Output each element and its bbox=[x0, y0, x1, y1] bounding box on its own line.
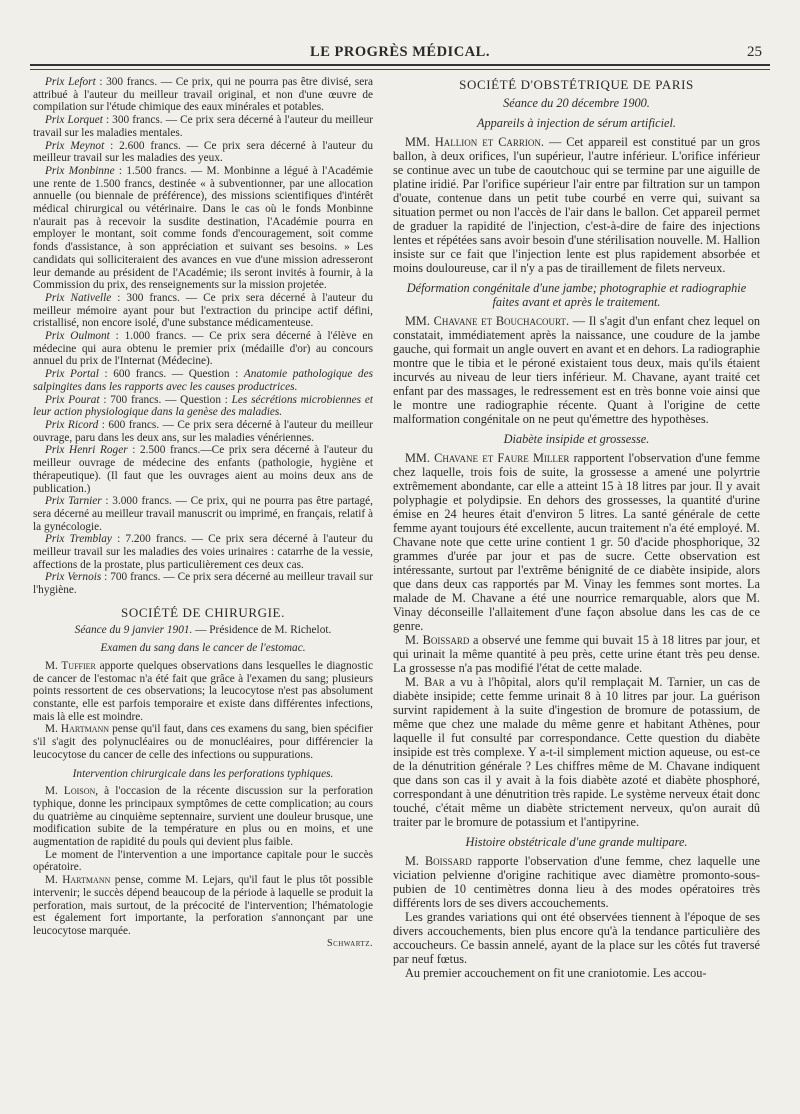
prize-entry bbox=[33, 394, 373, 419]
speaker-name: M. Tuffier bbox=[45, 659, 96, 672]
prize-text: : 3.000 francs. — Ce prix, qui ne pourra pas être partagé, sera décerné au meilleur travail manuscrit ou imprimé, en français, relatif à la gynécologie. bbox=[33, 495, 373, 533]
paragraph: Les grandes variations qui ont été observées tiennent à l'époque de ses divers accouchements, bien plus encore qu'à la tendance particulière des accoucheurs. Ce bassin annelé, ayant de la place sur les côtés fut traversé par neuf fœtus. bbox=[393, 910, 760, 966]
prize-name: Prix Pourat bbox=[45, 393, 100, 406]
journal-title: LE PROGRÈS MÉDICAL. bbox=[310, 44, 490, 60]
subheading: Déformation congénitale d'une jambe; photographie et radiographie faites avant et après le traitement. bbox=[406, 281, 747, 309]
prize-text: : 2.500 francs.—Ce prix sera décerné à l'auteur du meilleur ouvrage de médecine des enfants (pathologie, hygiène et thérapeutique). (Il faut que les ouvrages aient au moins deux ans de publication.) bbox=[33, 444, 373, 495]
session-line: Séance du 20 décembre 1900. bbox=[503, 96, 650, 110]
prize-entry bbox=[33, 140, 373, 165]
paragraph bbox=[393, 633, 760, 675]
prize-name: Prix Tremblay bbox=[45, 533, 112, 546]
speaker-name: M. Boissard bbox=[405, 633, 470, 647]
speaker-name: MM. Chavane et Bouchacourt. bbox=[405, 314, 570, 328]
paragraph-text: rapporte l'observation d'une femme, chez laquelle une viciation pelvienne d'origine rachitique avec diamètre promonto-sous-pubien de 10 centimètres donna lieu à des modes opératoires très différents lors de ses divers accouchements. bbox=[393, 854, 760, 910]
prize-list bbox=[33, 76, 373, 597]
subheading: Appareils à injection de sérum artificiel. bbox=[477, 116, 676, 130]
prize-text: : 2.600 francs. — Ce prix sera décerné à l'auteur du meilleur travail sur les maladies des yeux. bbox=[33, 139, 373, 165]
prize-name: Prix Nativelle bbox=[45, 291, 112, 304]
header-rule-thick bbox=[30, 64, 770, 66]
paragraph-text: pense qu'il faut, dans ces examens du sang, bien spécifier s'il s'agit des polynucléaires ou de monucléaires, pour différencier la leucocytose du cancer de celle des infections ou suppurations. bbox=[33, 723, 373, 761]
prize-text: : 700 francs. — Question : bbox=[99, 393, 232, 406]
prize-question: Anatomie pathologique des salpingites dans les rapports avec les causes productrices. bbox=[33, 368, 373, 393]
prize-name: Prix Meynot bbox=[45, 139, 105, 152]
paragraph: Au premier accouchement on fit une craniotomie. Les accou- bbox=[405, 966, 707, 980]
prize-name: Prix Ricord bbox=[45, 418, 99, 431]
session-line bbox=[33, 624, 373, 637]
paragraph-text: a vu à l'hôpital, alors qu'il remplaçait M. Tarnier, un cas de diabète insipide; cette femme urinait 8 à 10 litres par jour. La guérison survint rapidement à la suite d'ingestion de bromure de potassium, de même que chez une malade du même genre et habitant Athènes, pour laquelle il fut consulté par correspondance. Cette question du diabète insipide est très complexe. Y a-t-il simplement miction aqueuse, ou est-ce de la dénutrition générale ? Les chiffres même de M. Chavane indiquent que dans son cas il y avait à la fois diabète azoté et diabète phosphoré, correspondant à une dénutrition très rapide. Le système nerveux était donc touché, c'était même un diabète strictement nerveux, qu'on aurait dû traiter par le bromure de potassium et l'antipyrine. bbox=[393, 675, 760, 829]
header-rule-thin bbox=[30, 69, 770, 70]
paragraph-text: apporte quelques observations dans lesquelles le diagnostic de cancer de l'estomac n'a été fait que grâce à l'examen du sang; plusieurs points ressortent de ces observations; la leucocytose n'est pas absolument constante, elle est parfois temporaire et existe dans différentes infections, mais là elle est moindre. bbox=[33, 659, 373, 723]
prize-text: : 1.500 francs. — M. Monbinne a légué à l'Académie une rente de 1.500 francs, destinée « à subventionner, par une allocation annuelle (ou biennale de préférence), des missions scientifiques d'intérêt médical chirurgical ou vétérinaire. Dans le cas où le fonds Monbinne n'aurait pas à recevoir la susdite destination, l'Académie pourra en employer le montant, soit comme fonds d'encouragement, soit comme fonds d'assistance, à son appréciation et suivant ses besoins. » Les candidats qui solliciteraient des avances en vue d'une mission adresseront leur demande au président de l'Académie; ils seront invités à fournir, à la Commission du prix, des renseignements sur la mission projetée. bbox=[33, 164, 373, 292]
speaker-name: MM. Hallion et Carrion. bbox=[405, 135, 545, 149]
prize-entry bbox=[33, 292, 373, 330]
paragraph bbox=[393, 314, 760, 426]
prize-entry bbox=[33, 571, 373, 596]
prize-entry bbox=[33, 76, 373, 114]
speaker-name: M. Bar bbox=[405, 675, 445, 689]
paragraph-text: , à l'occasion de la récente discussion sur la perforation typhique, donne les principaux symptômes de cette complication; au cours du quatrième au cinquième septennaire, survient une douleur brusque, une modification subite de la température en plus ou en moins, et une augmentation de rapidité du pouls qui devient plus faible. bbox=[33, 785, 373, 849]
signature: Schwartz. bbox=[327, 937, 373, 949]
section-title-chirurgie: SOCIÉTÉ DE CHIRURGIE. bbox=[121, 604, 285, 620]
paragraph bbox=[33, 723, 373, 761]
paragraph bbox=[393, 854, 760, 910]
prize-name: Prix Lorquet bbox=[45, 114, 103, 127]
prize-text: : 300 francs. — Ce prix sera décerné à l'auteur du meilleur mémoire ayant pour but l'extraction du principe actif défini, cristallisé, non encore isolé, d'une substance médicamenteuse. bbox=[33, 291, 373, 330]
prize-name: Prix Vernois bbox=[45, 571, 102, 584]
paragraph: Le moment de l'intervention a une importance capitale pour le succès opératoire. bbox=[33, 848, 373, 874]
prize-name: Prix Henri Roger bbox=[45, 444, 128, 457]
subheading: Histoire obstétricale d'une grande multipare. bbox=[465, 835, 688, 849]
speaker-name: M. Boissard bbox=[405, 854, 472, 868]
paragraph bbox=[393, 451, 760, 633]
prize-entry bbox=[33, 330, 373, 368]
paragraph-text: pense, comme M. Lejars, qu'il faut le plus tôt possible intervenir; le succès dépend beaucoup de la période à laquelle se produit la perforation, mais surtout, de la précocité de l'intervention; l'hématologie est également fort importante, la perforation s'annonçant par une leucocytose marquée. bbox=[33, 874, 373, 937]
prize-name: Prix Tarnier bbox=[45, 495, 102, 508]
speaker-name: M. Hartmann bbox=[45, 874, 111, 887]
subheading: Diabète insipide et grossesse. bbox=[503, 432, 650, 446]
paragraph bbox=[33, 785, 373, 849]
paragraph-text: a observé une femme qui buvait 15 à 18 litres par jour, et qui urinait la même quantité à peu près, cette urine étant très peu dense. La grossesse n'a pas modifié l'état de cette malade. bbox=[393, 633, 760, 675]
prize-question: Les sécrétions microbiennes et leur action physiologique dans la genèse des maladies. bbox=[33, 393, 373, 419]
speaker-name: M. Hartmann bbox=[45, 723, 110, 736]
prize-text: : 600 francs. — Ce prix sera décerné à l'auteur du meilleur ouvrage, paru dans les deux ans, sur les maladies vénériennes. bbox=[33, 418, 373, 444]
prize-entry bbox=[33, 368, 373, 393]
prize-name: Prix Lefort bbox=[45, 76, 96, 88]
paragraph bbox=[33, 660, 373, 724]
prize-entry bbox=[33, 419, 373, 444]
prize-name: Prix Portal bbox=[45, 368, 99, 381]
paragraph bbox=[393, 135, 760, 275]
subheading: Intervention chirurgicale dans les perforations typhiques. bbox=[72, 767, 334, 780]
prize-text: : 1.000 francs. — Ce prix sera décerné à l'élève en médecine qui aura obtenu le premier prix (médaille d'or) au concours annuel du prix de l'Internat (Médecine). bbox=[33, 330, 373, 368]
prize-entry bbox=[33, 495, 373, 533]
prize-name: Prix Oulmont bbox=[45, 330, 110, 343]
prize-entry bbox=[33, 533, 373, 571]
speaker-name: M. Loison bbox=[45, 785, 96, 798]
right-column bbox=[393, 76, 760, 1086]
subheading: Examen du sang dans le cancer de l'estomac. bbox=[100, 642, 306, 655]
prize-entry bbox=[33, 444, 373, 495]
prize-entry bbox=[33, 114, 373, 139]
prize-text: : 300 francs. — Ce prix, qui ne pourra pas être divisé, sera attribué à l'auteur du meilleur travail original, et non d'une œuvre de compilation sur l'étude chimique des eaux minérales et potables. bbox=[33, 76, 373, 114]
speaker-name: MM. Chavane et Faure Miller bbox=[405, 451, 570, 465]
session-date: Séance du 9 janvier 1901. bbox=[74, 623, 193, 636]
prize-name: Prix Monbinne bbox=[45, 164, 115, 177]
prize-text: : 300 francs. — Ce prix sera décerné à l'auteur du meilleur travail sur les maladies mentales. bbox=[33, 114, 373, 139]
page-number: 25 bbox=[747, 44, 762, 60]
paragraph-text: — Il s'agit d'un enfant chez lequel on constatait, immédiatement après la naissance, une coudure de la jambe gauche, qui formait un angle ouvert en avant et en dehors. La radiographie montre que le tibia et le péroné existaient tous deux, mais qu'ils étaient incurvés au niveau de leur tiers inférieur. M. Chavane, ayant traité cet enfant par des massages, le redressement est en très bonne voie ainsi que le montre une radiographie récente. Quant à l'origine de cette malformation congénitale on ne peut qu'émettre des hypothèses. bbox=[393, 314, 760, 426]
left-column bbox=[33, 76, 373, 1086]
paragraph-text: rapportent l'observation d'une femme chez laquelle, trois fois de suite, la grossesse a amené une polyrtrie extrêmement abondante, car elle a atteint 15 à 18 litres par jour. Il y avait polyphagie et polydipsie. En dehors des grossesses, la quantité d'urine émise en 24 heures était d'environ 5 litres. La santé générale de cette femme ayant toujours été excellente, aucun traitement n'a été employé. M. Chavane note que cette urine contient 1 gr. 50 d'acide phosphorique, 32 grammes d'urée par jour et pas de sucre. Cette observation est intéressante, surtout par l'extrême bénignité de ce diabète insipide, alors que dans deux cas rapportés par M. Vinay les femmes sont mortes. La malade de M. Chavane a été une nourrice remarquable, alors que M. Vinay déconseille l'allaitement d'une façon absolue dans les cas de ce genre. bbox=[393, 451, 760, 633]
paragraph bbox=[33, 874, 373, 938]
session-presidence: — Présidence de M. Richelot. bbox=[192, 623, 332, 636]
paragraph bbox=[393, 675, 760, 829]
prize-text: : 600 francs. — Question : bbox=[98, 368, 244, 381]
prize-text: : 700 francs. — Ce prix sera décerné au meilleur travail sur l'hygiène. bbox=[33, 571, 373, 597]
section-title-obstetrique: SOCIÉTÉ D'OBSTÉTRIQUE DE PARIS bbox=[459, 77, 694, 92]
paragraph-text: — Cet appareil est constitué par un gros ballon, à deux orifices, l'un supérieur, l'autre inférieur. L'orifice inférieur se continue avec un tube de caoutchouc qui se termine par une aiguille de platine iridié. Par l'orifice supérieur l'air entre par filtration sur un tampon d'ouate, contenue dans un petit tube courbé en verre qui, suivant sa situation permet ou non l'accès de l'air dans le ballon. Cet appareil permet de graduer la rapidité de l'injection, c'est-à-dire de faire des injections lentes et répétées sans avoir besoin d'une stérilisation nouvelle. M. Hallion insiste sur ce fait que l'injection lente est plus rapidement absorbée et moins douloureuse, car il n'y a pas de tiraillement de filets nerveux. bbox=[393, 135, 760, 275]
prize-text: : 7.200 francs. — Ce prix sera décerné à l'auteur du meilleur travail sur les maladies des voies urinaires : catarrhe de la vessie, affections de la prostate, plus particulièrement ces deux cas. bbox=[33, 533, 373, 571]
prize-entry bbox=[33, 165, 373, 292]
